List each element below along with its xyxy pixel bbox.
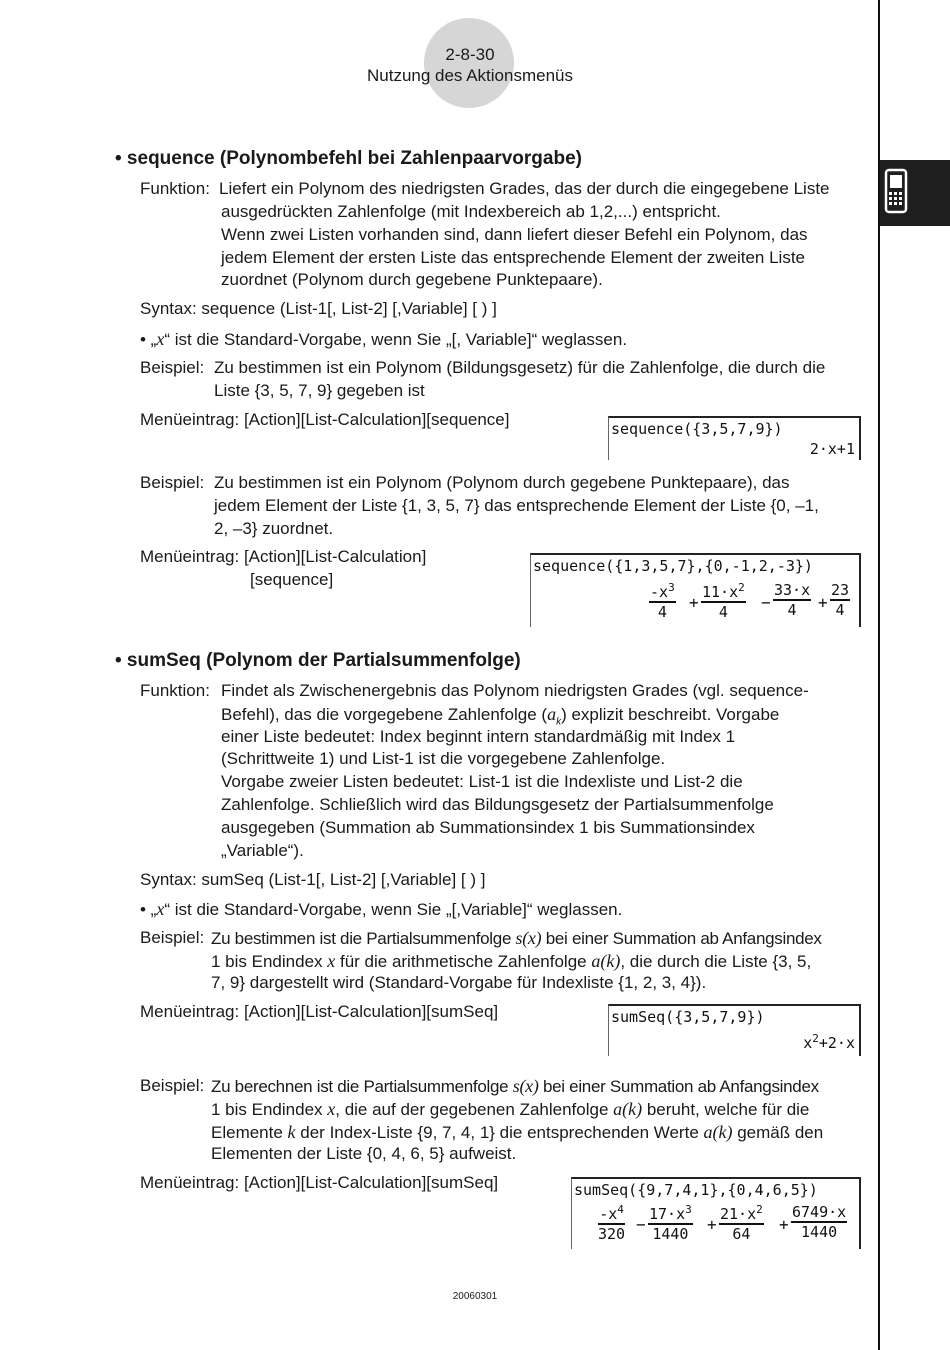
sumseq-funktion-line: ausgegeben (Summation ab Summationsindex 1 bis Summationsindex <box>221 818 755 837</box>
sequence-screen2 <box>530 553 861 627</box>
sequence-funktion-line: zuordnet (Polynom durch gegebene Punktepaare). <box>221 270 603 289</box>
screen-output: $x^2+2\cdot x$ <box>803 1032 855 1052</box>
screen-input: sequence({1,3,5,7},{0,-1,2,-3}) <box>533 557 813 575</box>
sumseq-screen1 <box>608 1004 861 1056</box>
sequence-funktion-line: jedem Element der ersten Liste das entsprechende Element der zweiten Liste <box>221 248 805 267</box>
sequence-example2-line: 2, –3} zuordnet. <box>214 519 334 538</box>
sequence-example2-label: Beispiel: <box>140 473 205 492</box>
sumseq-example2-label: Beispiel: <box>140 1076 205 1095</box>
calculator-icon <box>880 160 950 226</box>
sumseq-example1-line: 7, 9} dargestellt wird (Standard-Vorgabe für Indexliste {1, 2, 3, 4}). <box>211 973 707 992</box>
sumseq-funktion-line: „Variable“). <box>221 841 304 860</box>
screen-input: sumSeq({3,5,7,9}) <box>611 1008 765 1026</box>
sequence-funktion-line: ausgedrückten Zahlenfolge (mit Indexbereich ab 1,2,...) entspricht. <box>221 202 721 221</box>
page-number: 2-8-30 <box>445 45 495 64</box>
result-operator: + <box>707 1215 717 1234</box>
sequence-example1-line: Zu bestimmen ist ein Polynom (Bildungsgesetz) für die Zahlenfolge, die durch die <box>214 358 826 377</box>
sumseq-heading: • sumSeq (Polynom der Partialsummenfolge) <box>115 650 521 671</box>
sumseq-screen2 <box>571 1177 861 1249</box>
footer-code: 20060301 <box>452 1291 498 1302</box>
sumseq-funktion-line: Zahlenfolge. Schließlich wird das Bildungsgesetz der Partialsummenfolge <box>221 795 774 814</box>
sumseq-example2-line: Elementen der Liste {0, 4, 6, 5} aufweist. <box>211 1144 517 1163</box>
result-operator: + <box>779 1215 789 1234</box>
result-term: $\frac{21\cdot x^2}{64}$ <box>720 1203 763 1243</box>
sequence-funktion-label: Funktion: <box>140 179 210 198</box>
result-operator: − <box>636 1215 646 1234</box>
result-term: $\frac{11\cdot x^2}{4}$ <box>702 581 745 621</box>
sequence-funktion-line: Liefert ein Polynom des niedrigsten Grades, das der durch die eingegebene Liste <box>219 179 830 198</box>
sequence-example2-line: jedem Element der Liste {1, 3, 5, 7} das entsprechende Element der Liste {0, –1, <box>214 496 819 515</box>
sumseq-funktion-line: (Schrittweite 1) und List-1 ist die vorgegebene Zahlenfolge. <box>221 749 666 768</box>
result-term: $\frac{-x^4}{320}$ <box>598 1203 626 1243</box>
sumseq-funktion-line: Befehl), das die vorgegebene Zahlenfolge $(a_k)$ explizit beschreibt. Vorgabe <box>221 704 780 728</box>
sumseq-example2-line: Zu berechnen ist die Partialsummenfolge s(x) bei einer Summation ab Anfangsindex <box>211 1076 819 1096</box>
sequence-example1-line: Liste {3, 5, 7, 9} gegeben ist <box>214 381 425 400</box>
chapter-tab <box>880 160 950 226</box>
screen-output: 2·x+1 <box>809 440 855 458</box>
sequence-example2-line: Zu bestimmen ist ein Polynom (Polynom durch gegebene Punktepaare), das <box>214 473 790 492</box>
sumseq-funktion-line: Vorgabe zweier Listen bedeutet: List-1 ist die Indexliste und List-2 die <box>221 772 743 791</box>
screen-input: sequence({3,5,7,9}) <box>611 420 783 438</box>
sequence-heading: • sequence (Polynombefehl bei Zahlenpaarvorgabe) <box>115 148 582 169</box>
sumseq-example1-label: Beispiel: <box>140 928 205 947</box>
sumseq-funktion-line: Findet als Zwischenergebnis das Polynom niedrigsten Grades (vgl. sequence- <box>221 681 809 700</box>
result-term: $\frac{-x^3}{4}$ <box>650 581 675 621</box>
sequence-example1-label: Beispiel: <box>140 358 205 377</box>
result-term: $\frac{17\cdot x^3}{1440}$ <box>649 1203 692 1243</box>
result-term: $\frac{6749\cdot x}{1440}$ <box>792 1203 847 1241</box>
sumseq-example2-line: 1 bis Endindex x, die auf der gegebenen Zahlenfolge a(k) beruht, welche für die <box>211 1099 810 1119</box>
sequence-menu1: Menüeintrag: [Action][List-Calculation][sequence] <box>140 410 510 429</box>
sequence-screen1 <box>608 416 861 460</box>
sumseq-example2-line: Elemente k der Index-Liste {9, 7, 4, 1} die entsprechenden Werte a(k) gemäß den <box>211 1122 824 1142</box>
sequence-funktion-line: Wenn zwei Listen vorhanden sind, dann liefert dieser Befehl ein Polynom, das <box>221 225 808 244</box>
result-operator: + <box>689 593 699 612</box>
sequence-menu2: Menüeintrag: [Action][List-Calculation] <box>140 547 427 566</box>
screen-input: sumSeq({9,7,4,1},{0,4,6,5}) <box>574 1181 818 1199</box>
sequence-menu2-cont: [sequence] <box>250 570 334 589</box>
result-term: $\frac{23}{4}$ <box>831 581 850 619</box>
chapter-title: Nutzung des Aktionsmenüs <box>366 66 573 85</box>
sumseq-funktion-label: Funktion: <box>140 681 210 700</box>
sumseq-note: • „x“ ist die Standard-Vorgabe, wenn Sie „[,Variable]“ weglassen. <box>140 899 623 919</box>
result-operator: − <box>761 593 771 612</box>
sumseq-syntax: Syntax: sumSeq (List-1[, List-2] [,Variable] [ ) ] <box>140 870 486 889</box>
result-term: $\frac{33\cdot x}{4}$ <box>774 581 811 619</box>
sumseq-example1-line: 1 bis Endindex x für die arithmetische Zahlenfolge a(k), die durch die Liste {3, 5, <box>211 951 812 971</box>
sumseq-example1-line: Zu bestimmen ist die Partialsummenfolge s(x) bei einer Summation ab Anfangsindex <box>211 928 822 948</box>
sumseq-funktion-line: einer Liste bedeutet: Index beginnt intern standardmäßig mit Index 1 <box>221 727 736 746</box>
result-operator: + <box>818 593 828 612</box>
sumseq-menu1: Menüeintrag: [Action][List-Calculation][sumSeq] <box>140 1002 499 1021</box>
sequence-syntax: Syntax: sequence (List-1[, List-2] [,Variable] [ ) ] <box>140 299 497 318</box>
sumseq-menu2: Menüeintrag: [Action][List-Calculation][sumSeq] <box>140 1173 499 1192</box>
sequence-note: • „x“ ist die Standard-Vorgabe, wenn Sie „[, Variable]“ weglassen. <box>140 329 628 349</box>
